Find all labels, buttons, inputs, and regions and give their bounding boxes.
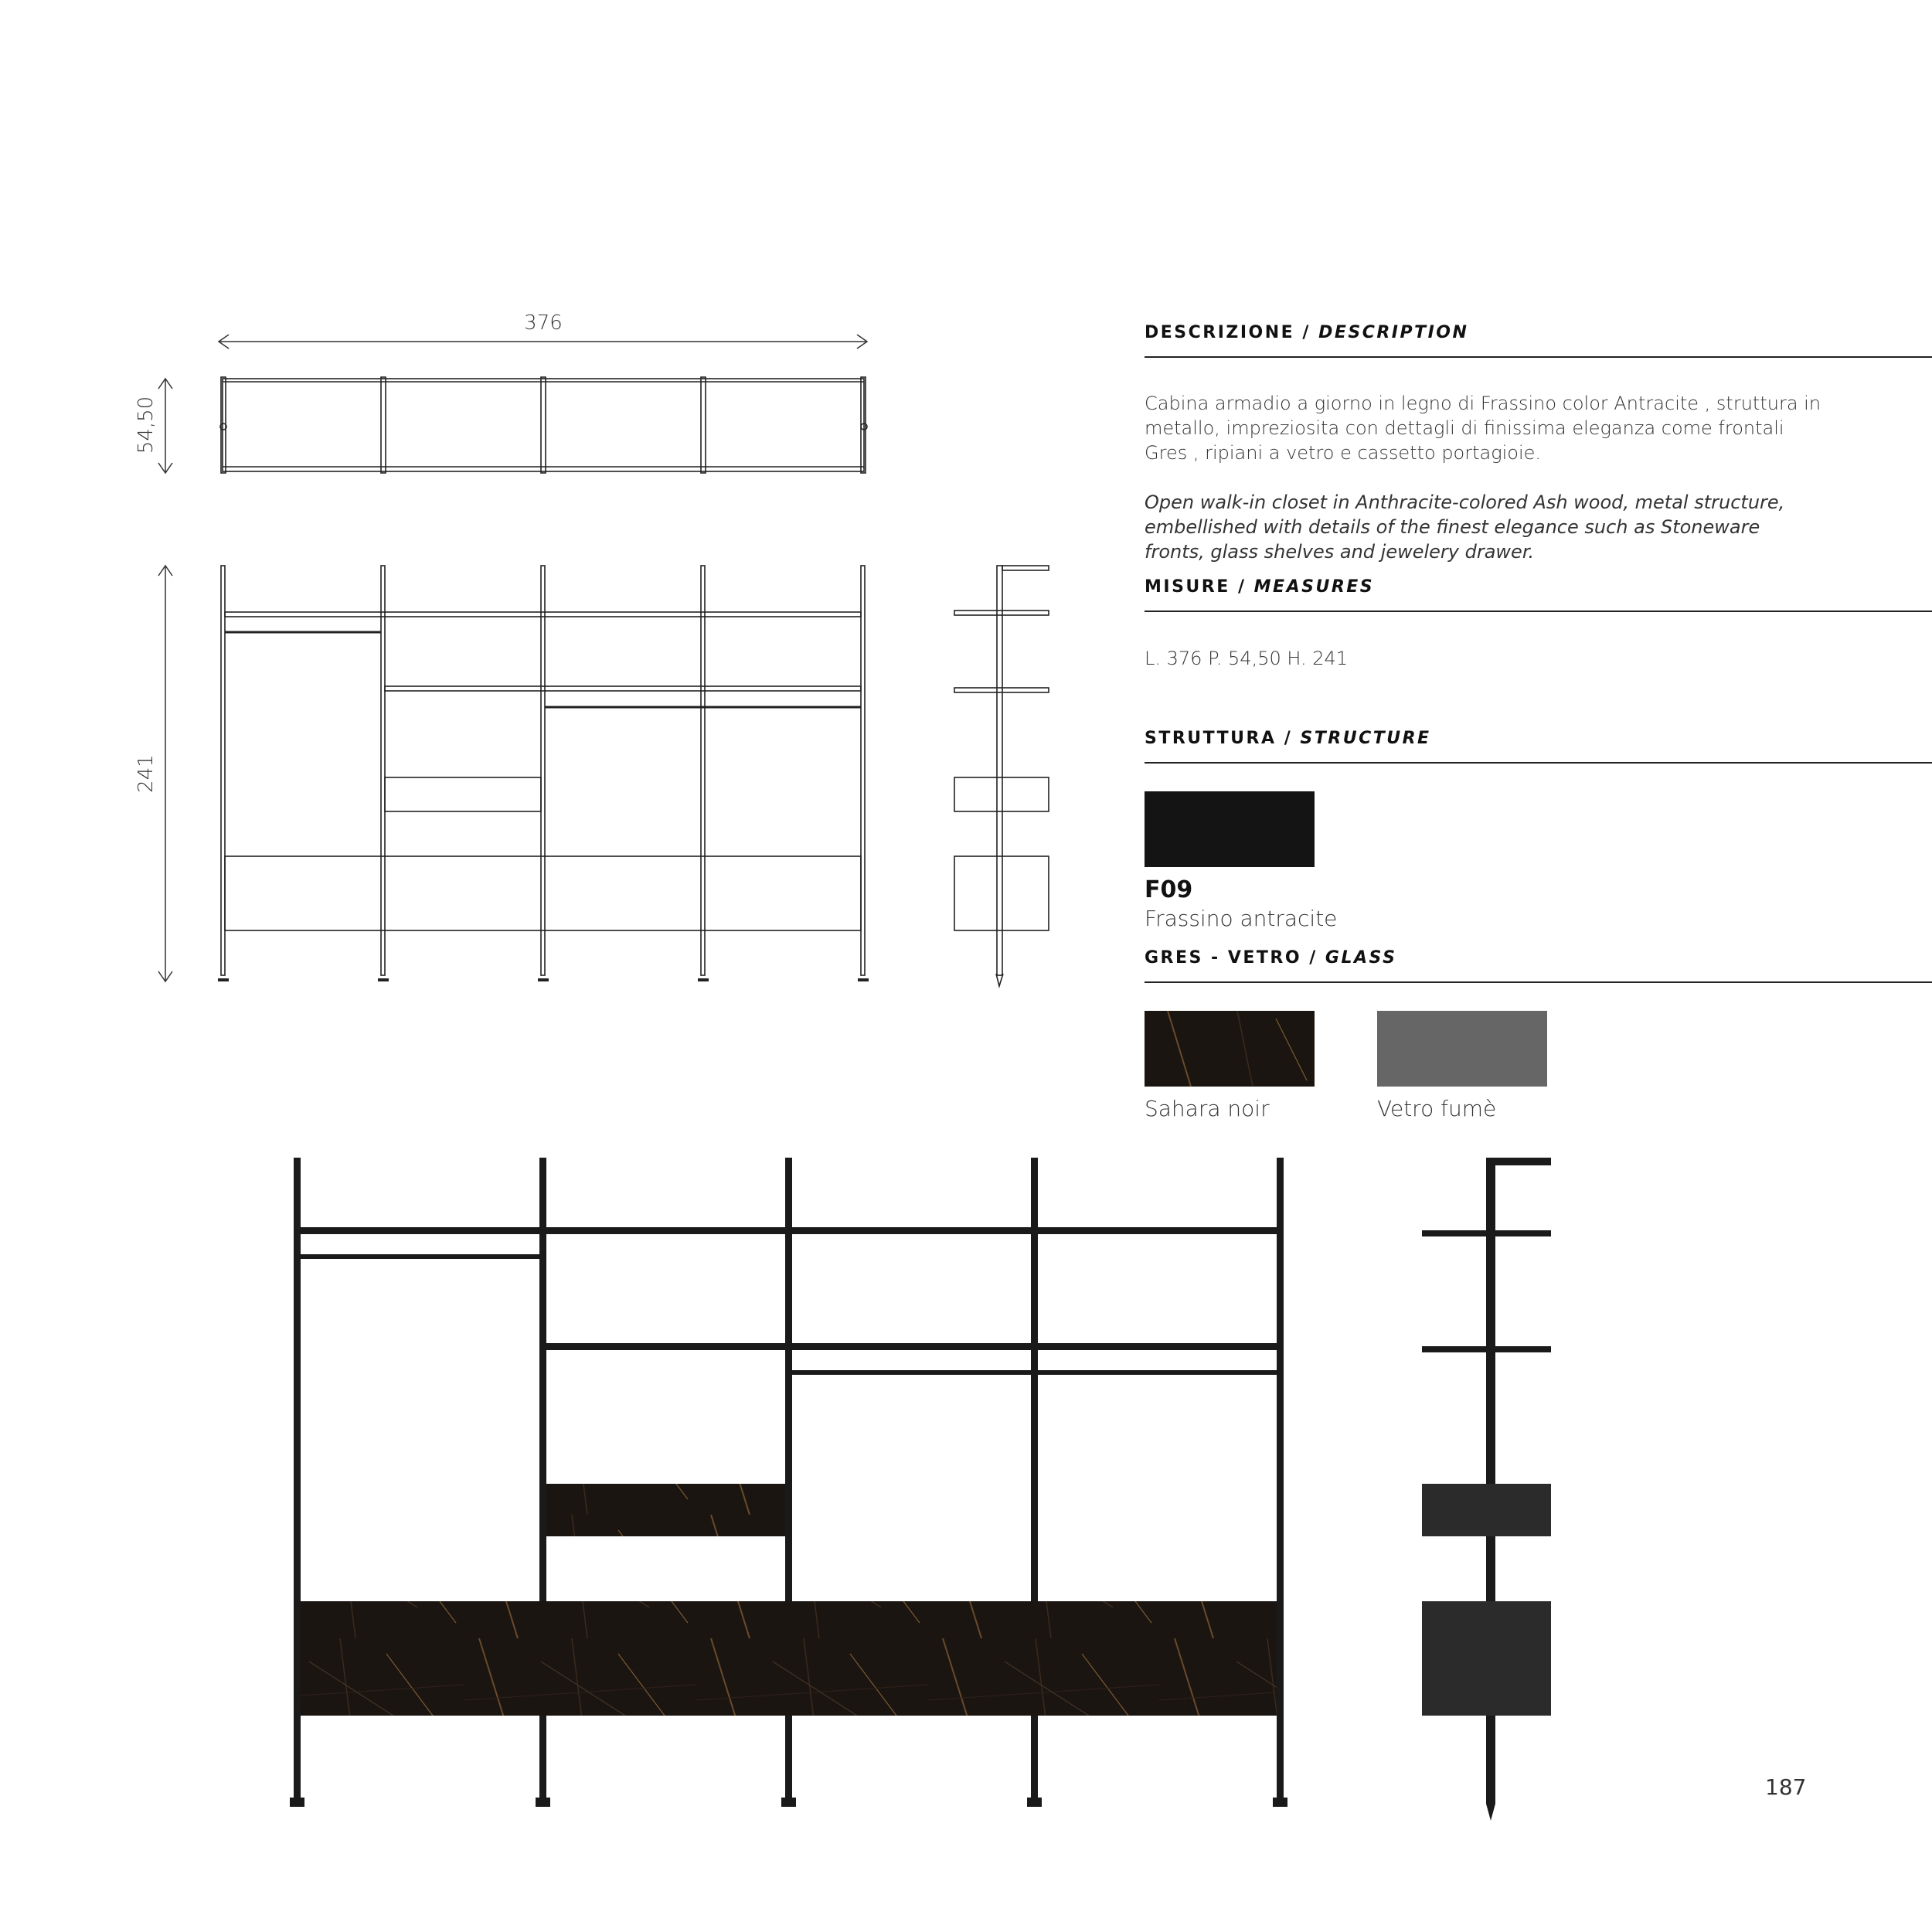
sahara-noir-swatch — [1145, 1011, 1315, 1087]
depth-dimension — [158, 379, 172, 473]
front-elevation-drawing — [0, 556, 927, 1020]
description-text-it: Cabina armadio a giorno in legno di Frassino color Antracite , struttura in metallo, impreziosita con dettagli di finissima eleganza come frontali Gres , ripiani a vetro e cassetto portagioie. — [1145, 393, 1821, 464]
width-dimension — [219, 335, 867, 349]
glass-heading: GRES - VETRO / GLASS — [1145, 948, 1932, 983]
post-5 — [1277, 1158, 1284, 1804]
depth-dimension-label: 54,50 — [134, 396, 158, 454]
rendered-front-view — [0, 1144, 1329, 1839]
structure-heading: STRUTTURA / STRUCTURE — [1145, 729, 1932, 764]
page-number: 187 — [1765, 1774, 1807, 1800]
side-lines — [954, 566, 1049, 986]
drawer-front — [546, 1484, 785, 1536]
post-1 — [294, 1158, 301, 1804]
hanging-rail-right — [792, 1370, 1277, 1375]
hanging-rail-left — [301, 1254, 539, 1259]
description-heading: DESCRIZIONE / DESCRIPTION — [1145, 323, 1932, 358]
vetro-fume-label: Vetro fumè — [1377, 1096, 1497, 1121]
structure-swatch-code: F09 — [1145, 876, 1193, 903]
plan-outline — [220, 377, 867, 473]
base-panel — [301, 1601, 1277, 1716]
side-elevation-drawing — [943, 556, 1097, 1020]
description-text-en: Open walk-in closet in Anthracite-colored Ash wood, metal structure, embellished with details of the finest elegance such as Stoneware fronts, glass shelves and jewelery drawer. — [1145, 492, 1785, 563]
elevation-lines — [218, 566, 869, 980]
rendered-side-view — [1406, 1144, 1561, 1839]
height-dimension-label: 241 — [134, 754, 158, 793]
height-dimension — [158, 566, 172, 981]
width-dimension-label: 376 — [524, 311, 563, 335]
top-shelf — [301, 1227, 1277, 1234]
middle-shelf — [546, 1343, 1277, 1350]
vetro-fume-swatch — [1377, 1011, 1547, 1087]
measures-text: L. 376 P. 54,50 H. 241 — [1145, 648, 1349, 669]
measures-heading: MISURE / MEASURES — [1145, 577, 1932, 612]
structure-swatch-name: Frassino antracite — [1145, 906, 1338, 931]
structure-swatch — [1145, 791, 1315, 867]
sahara-noir-label: Sahara noir — [1145, 1096, 1270, 1121]
